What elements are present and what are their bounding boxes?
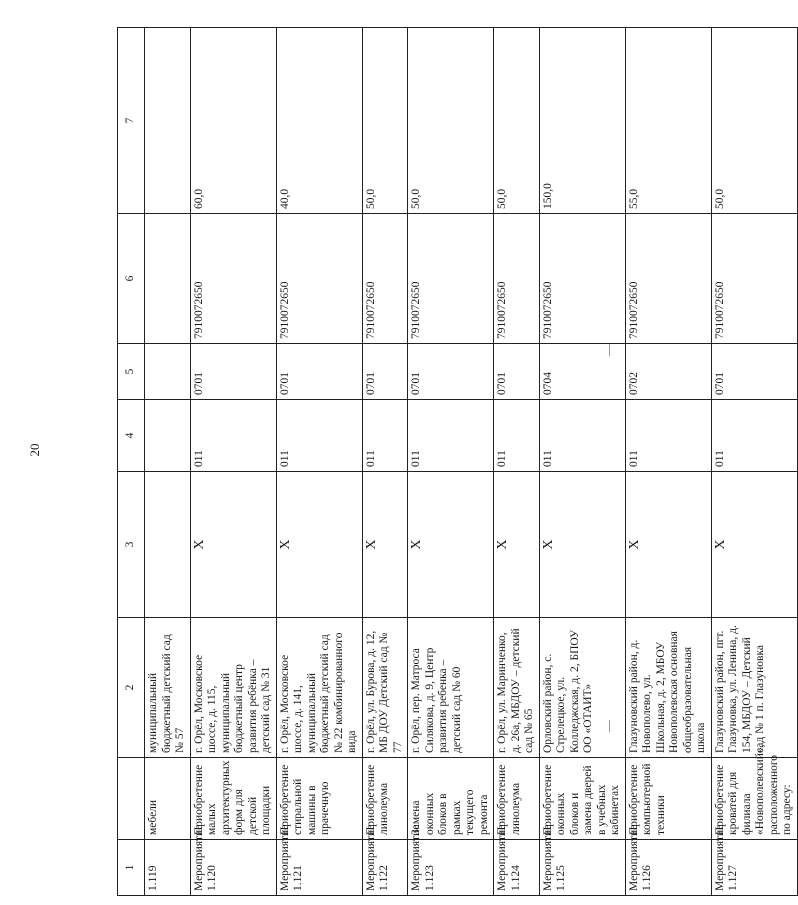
target-article-cell: 7910072650	[190, 214, 276, 344]
amount-cell: 60,0	[190, 28, 276, 214]
activity-number: Мероприятие 1.126	[625, 840, 711, 896]
section-cell: 0701	[190, 344, 276, 400]
activity-number: 1.119	[145, 840, 191, 896]
header-cell: 5	[118, 344, 145, 400]
activity-number: Мероприятие 1.120	[190, 840, 276, 896]
section-cell: 0701	[408, 344, 494, 400]
section-cell: 0701	[711, 344, 797, 400]
amount-cell: 55,0	[625, 28, 711, 214]
table-row	[625, 28, 711, 896]
activity-number: Мероприятие 1.121	[276, 840, 362, 896]
section-cell: 0701	[494, 344, 540, 400]
target-article-cell: 7910072650	[539, 214, 625, 344]
header-cell: 4	[118, 400, 145, 472]
section-cell: 0701	[276, 344, 362, 400]
code-cell: 011	[362, 400, 408, 472]
header-cell: 6	[118, 214, 145, 344]
target-article-cell: 7910072650	[494, 214, 540, 344]
section-cell: 0702	[625, 344, 711, 400]
activity-name: Приобретение линолеума	[494, 758, 540, 840]
section-cell: 0704	[539, 344, 625, 400]
target-article-cell: 7910072650	[711, 214, 797, 344]
target-article-cell: 7910072650	[362, 214, 408, 344]
amount-cell: 40,0	[276, 28, 362, 214]
section-cell: 0701	[362, 344, 408, 400]
x-mark-cell: X	[711, 472, 797, 618]
activity-name: Приобретение линолеума	[362, 758, 408, 840]
amount-cell: 50,0	[362, 28, 408, 214]
amount-cell: 50,0	[494, 28, 540, 214]
activity-number: Мероприятие 1.123	[408, 840, 494, 896]
amount-cell	[145, 28, 191, 214]
table-row	[711, 28, 797, 896]
activity-number: Мероприятие 1.127	[711, 840, 797, 896]
header-cell: 2	[118, 618, 145, 758]
section-cell	[145, 344, 191, 400]
code-cell: 011	[408, 400, 494, 472]
header-cell: 3	[118, 472, 145, 618]
x-mark-cell: X	[190, 472, 276, 618]
table-row	[362, 28, 408, 896]
page-number: 20	[27, 443, 42, 457]
activity-address: г. Орёл, ул. Маринченко, д. 26а, МБДОУ – детский сад № 65	[494, 618, 540, 758]
table-header-row	[118, 28, 145, 896]
activity-name: Приобретение компьютерной техники	[625, 758, 711, 840]
activity-number: Мероприятие 1.122	[362, 840, 408, 896]
code-cell: 011	[190, 400, 276, 472]
activity-address: муниципальный бюджетный детский сад № 57	[145, 618, 191, 758]
x-mark-cell: X	[539, 472, 625, 618]
code-cell: 011	[625, 400, 711, 472]
x-mark-cell: X	[625, 472, 711, 618]
amount-cell: 50,0	[711, 28, 797, 214]
table-row	[145, 28, 191, 896]
target-article-cell	[145, 214, 191, 344]
code-cell: 011	[276, 400, 362, 472]
activity-address: г. Орёл, пер. Матроса Силякова, д. 9, Центр развития ребенка – детский сад № 60	[408, 618, 494, 758]
table-row	[190, 28, 276, 896]
activity-address: г. Орёл, Московское шоссе, д. 115, муниципальный бюджетный центр развития ребёнка – детский сад № 31	[190, 618, 276, 758]
budget-table	[117, 27, 798, 896]
activity-number: Мероприятие 1.124	[494, 840, 540, 896]
header-cell	[118, 758, 145, 840]
amount-cell: 150,0	[539, 28, 625, 214]
activity-address: г. Орёл, ул. Бурова, д. 12, МБ ДОУ Детский сад № 77	[362, 618, 408, 758]
target-article-cell: 7910072650	[408, 214, 494, 344]
target-article-cell: 7910072650	[276, 214, 362, 344]
code-cell	[145, 400, 191, 472]
x-mark-cell: X	[494, 472, 540, 618]
activity-address: г. Орёл, Московское шоссе, д. 141, муниципальный бюджетный детский сад № 22 комбинированного вида	[276, 618, 362, 758]
header-cell: 1	[118, 840, 145, 896]
x-mark-cell: X	[276, 472, 362, 618]
x-mark-cell	[145, 472, 191, 618]
code-cell: 011	[494, 400, 540, 472]
activity-name: Замена оконных блоков в рамках текущего ремонта	[408, 758, 494, 840]
activity-address: Глазуновский район, д. Новополево, ул. Школьная, д. 2, МБОУ Новополевская основная общеобразовательная школа	[625, 618, 711, 758]
code-cell: 011	[539, 400, 625, 472]
activity-name: Приобретение малых архитектурных форм для детской площадки	[190, 758, 276, 840]
table-row	[276, 28, 362, 896]
header-cell: 7	[118, 28, 145, 214]
table-row	[494, 28, 540, 896]
activity-name: Приобретение оконных блоков и замена дверей в учебных кабинетах	[539, 758, 625, 840]
activity-name: Приобретение стиральной машины в прачечную	[276, 758, 362, 840]
code-cell: 011	[711, 400, 797, 472]
table-row	[408, 28, 494, 896]
activity-name: мебели	[145, 758, 191, 840]
target-article-cell: 7910072650	[625, 214, 711, 344]
activity-address: Орловский район, с. Стрелецкое, ул. Колледжская, д. 2, БПОУ ОО «ОТАИТ»	[539, 618, 625, 758]
budget-table-rotated	[117, 28, 793, 896]
activity-number: Мероприятие 1.125	[539, 840, 625, 896]
x-mark-cell: X	[362, 472, 408, 618]
amount-cell: 50,0	[408, 28, 494, 214]
activity-name: Приобретение кроватей для филиала «Новополевский», расположенного по адресу:	[711, 758, 797, 840]
activity-address: Глазуновский район, пгт. Глазуновка, ул. Ленина, д. 154, МБДОУ – Детский сад № 1 п. Глазуновка	[711, 618, 797, 758]
table-row	[539, 28, 625, 896]
x-mark-cell: X	[408, 472, 494, 618]
